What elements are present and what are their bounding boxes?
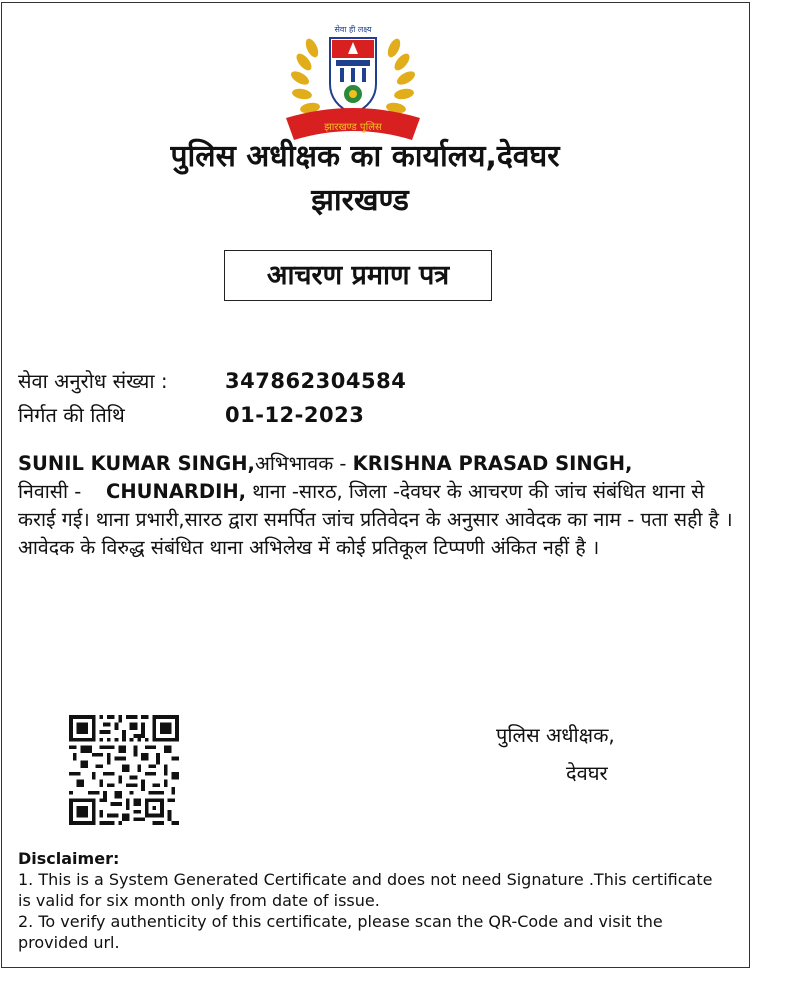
- request-number-row: [18, 367, 406, 394]
- issue-date-label: निर्गत की तिथि: [18, 403, 125, 427]
- signatory-block: [496, 716, 615, 792]
- applicant-name: SUNIL KUMAR SINGH,: [18, 452, 255, 475]
- disclaimer-item-2: 2. To verify authenticity of this certificate, please scan the QR-Code and visit the provided url.: [18, 912, 663, 952]
- disclaimer-block: [18, 848, 718, 953]
- signatory-location: देवघर: [566, 761, 608, 785]
- issue-date-row: [18, 401, 364, 428]
- issue-date-value: 01-12-2023: [225, 403, 365, 427]
- village-name: CHUNARDIH,: [106, 480, 247, 503]
- request-number-label: सेवा अनुरोध संख्या :: [18, 369, 168, 393]
- certificate-body-text: थाना -सारठ, जिला -देवघर के आचरण की जांच संबंधित थाना से कराई गई। थाना प्रभारी,सारठ द्वारा समर्पित जांच प्रतिवेदन के अनुसार आवेदक का नाम - पता सही है । आवेदक के विरुद्ध संबंधित थाना अभिलेख में कोई प्रतिकूल टिप्पणी अंकित नहीं है ।: [18, 480, 733, 559]
- jharkhand-police-emblem: [280, 18, 426, 144]
- emblem-ribbon-text: झारखण्ड पुलिस: [324, 122, 382, 133]
- signatory-title: पुलिस अधीक्षक,: [496, 723, 615, 747]
- qr-code[interactable]: [68, 715, 180, 825]
- disclaimer-heading: Disclaimer:: [18, 849, 120, 868]
- guardian-name: KRISHNA PRASAD SINGH,: [352, 452, 633, 475]
- request-number-value: 347862304584: [225, 369, 407, 393]
- guardian-label: अभिभावक -: [254, 452, 353, 475]
- office-name-line-1: पुलिस अधीक्षक का कार्यालय,देवघर: [170, 139, 560, 174]
- certificate-title: आचरण प्रमाण पत्र: [224, 250, 492, 301]
- disclaimer-item-1: 1. This is a System Generated Certificate and does not need Signature .This certificate is valid for six month only from date of issue.: [18, 870, 713, 910]
- office-name-line-2: झारखण्ड: [311, 183, 409, 218]
- emblem-motto-text: सेवा ही लक्ष्य: [334, 25, 372, 34]
- resident-label: निवासी -: [18, 480, 107, 503]
- certificate-body: [18, 450, 738, 562]
